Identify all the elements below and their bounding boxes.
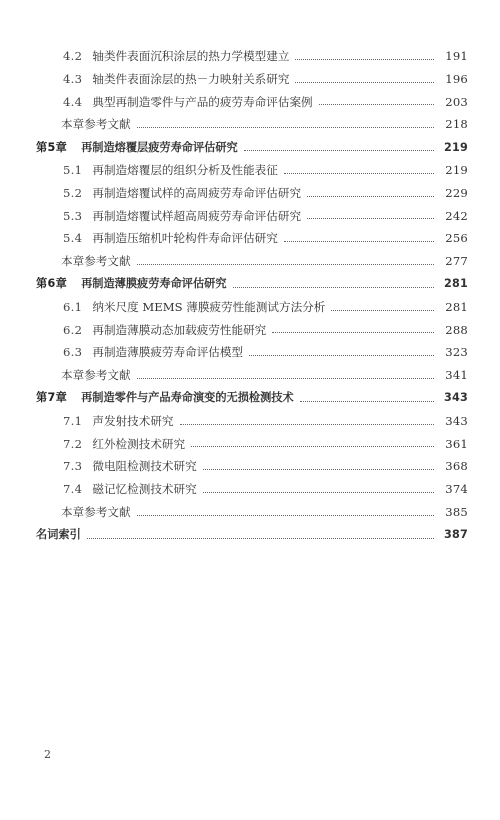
toc-references-entry [0,245,500,268]
dot-leader [284,241,434,242]
entry-page-number: 242 [445,208,468,223]
entry-page-number: 288 [445,322,468,337]
entry-title: 再制造压缩机叶轮构件寿命评估研究 [92,231,278,246]
entry-number: 5.4 [63,231,83,246]
dot-leader [300,401,434,402]
entry-title: 再制造薄膜动态加载疲劳性能研究 [92,322,267,337]
entry-page-number: 218 [445,117,468,132]
toc-section-entry [0,473,500,496]
entry-title: 轴类件表面涂层的热－力映射关系研究 [92,71,290,86]
toc-section-entry [0,336,500,359]
entry-title: 再制造薄膜疲劳寿命评估研究 [81,277,227,291]
entry-page-number: 341 [445,368,468,383]
dot-leader [87,538,434,539]
entry-title: 再制造薄膜疲劳寿命评估模型 [92,345,244,360]
toc-section-entry [0,222,500,245]
dot-leader [137,515,434,516]
entry-title: 纳米尺度 MEMS 薄膜疲劳性能测试方法分析 [92,299,326,314]
entry-page-number: 277 [445,254,468,269]
entry-number: 7.3 [63,459,83,474]
dot-leader [307,218,434,219]
toc-section-entry [0,177,500,200]
entry-number: 5.3 [63,208,83,223]
entry-page-number: 281 [444,277,468,291]
dot-leader [244,150,434,151]
entry-title: 本章参考文献 [61,254,131,269]
dot-leader [307,196,434,197]
entry-page-number: 203 [445,94,468,109]
entry-page-number: 219 [445,163,468,178]
entry-number: 7.4 [63,482,83,497]
entry-page-number: 343 [444,391,468,405]
entry-title: 再制造熔覆层疲劳寿命评估研究 [81,140,238,154]
entry-number: 第5章 [36,140,68,154]
entry-page-number: 219 [444,140,468,154]
toc-section-entry [0,314,500,337]
entry-number: 4.2 [63,49,83,64]
entry-page-number: 229 [445,185,468,200]
entry-page-number: 323 [445,345,468,360]
entry-number: 5.2 [63,185,83,200]
entry-number: 4.3 [63,71,83,86]
entry-title: 本章参考文献 [61,504,131,519]
entry-page-number: 385 [445,504,468,519]
page-number: 2 [44,748,51,761]
dot-leader [249,355,434,356]
entry-page-number: 361 [445,436,468,451]
dot-leader [137,378,434,379]
entry-title: 声发射技术研究 [92,413,174,428]
entry-title: 磁记忆检测技术研究 [92,482,197,497]
toc-section-entry [0,86,500,109]
entry-title: 本章参考文献 [61,368,131,383]
dot-leader [203,492,434,493]
entry-number: 4.4 [63,94,83,109]
entry-number: 6.1 [63,299,83,314]
entry-title: 本章参考文献 [61,117,131,132]
entry-title: 典型再制造零件与产品的疲劳寿命评估案例 [92,94,313,109]
entry-number: 5.1 [63,163,83,178]
dot-leader [331,310,434,311]
toc-references-entry [0,108,500,131]
dot-leader [203,469,434,470]
toc-section-entry [0,200,500,223]
entry-title: 再制造熔覆试样超高周疲劳寿命评估研究 [92,208,302,223]
toc-section-entry [0,428,500,451]
toc-index-entry [0,519,500,542]
entry-page-number: 343 [445,413,468,428]
toc-chapter-entry [0,131,500,154]
dot-leader [319,104,434,105]
entry-page-number: 374 [445,482,468,497]
dot-leader [295,82,434,83]
entry-title: 红外检测技术研究 [92,436,186,451]
toc-section-entry [0,154,500,177]
table-of-contents [0,40,500,542]
entry-number: 6.2 [63,322,83,337]
dot-leader [137,127,434,128]
dot-leader [284,173,434,174]
entry-page-number: 196 [445,71,468,86]
entry-page-number: 387 [444,528,468,542]
toc-chapter-entry [0,268,500,291]
dot-leader [272,332,434,333]
entry-number: 第7章 [36,391,68,405]
entry-number: 7.1 [63,413,83,428]
entry-title: 轴类件表面沉积涂层的热力学模型建立 [92,49,290,64]
entry-page-number: 368 [445,459,468,474]
dot-leader [191,446,434,447]
entry-title: 微电阻检测技术研究 [92,459,197,474]
entry-page-number: 256 [445,231,468,246]
toc-section-entry [0,405,500,428]
entry-number: 6.3 [63,345,83,360]
toc-section-entry [0,291,500,314]
entry-title: 再制造熔覆层的组织分析及性能表征 [92,163,278,178]
entry-title: 再制造熔覆试样的高周疲劳寿命评估研究 [92,185,302,200]
dot-leader [137,264,434,265]
toc-chapter-entry [0,382,500,405]
toc-references-entry [0,496,500,519]
entry-number: 7.2 [63,436,83,451]
entry-number: 第6章 [36,277,68,291]
dot-leader [180,424,434,425]
entry-title: 再制造零件与产品寿命演变的无损检测技术 [81,391,294,405]
dot-leader [295,59,434,60]
entry-title: 名词索引 [36,528,81,542]
toc-section-entry [0,450,500,473]
toc-references-entry [0,359,500,382]
entry-page-number: 191 [445,49,468,64]
toc-section-entry [0,63,500,86]
toc-section-entry [0,40,500,63]
dot-leader [233,287,434,288]
entry-page-number: 281 [445,299,468,314]
